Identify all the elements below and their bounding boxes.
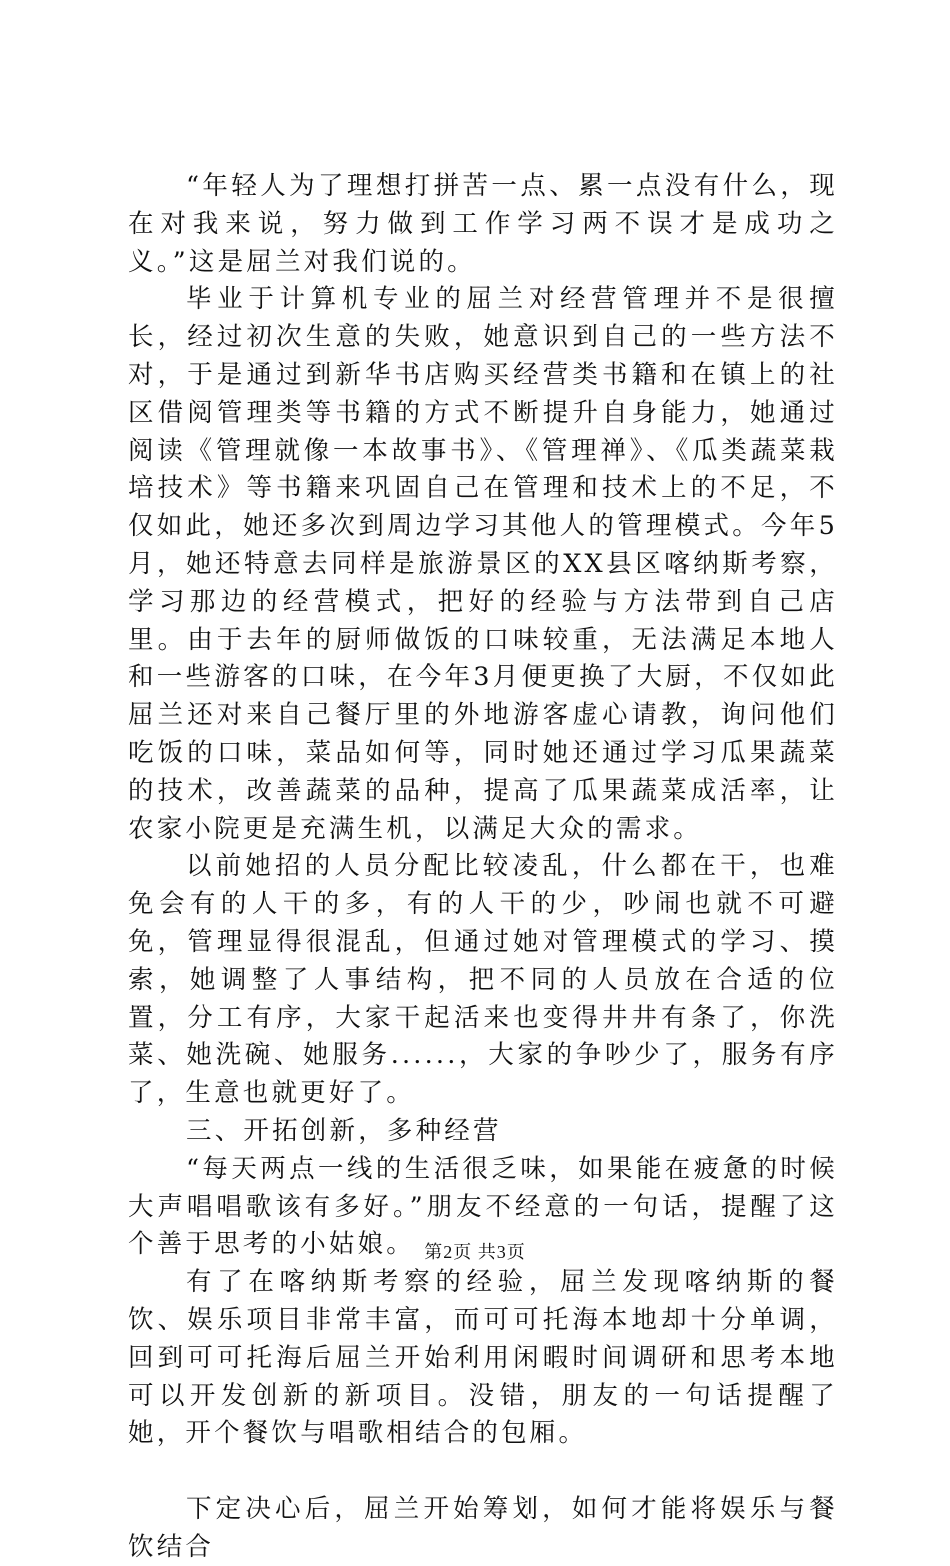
paragraph-5: 有了在喀纳斯考察的经验，屈兰发现喀纳斯的餐饮、娱乐项目非常丰富，而可可托海本地却十分单调，回到可可托海后屈兰开始利用闲暇时间调研和思考本地可以开发创新的新项目。没错，朋友的一句话提醒了她，开个餐饮与唱歌相结合的包厢。	[128, 1267, 838, 1449]
paragraph-3: 以前她招的人员分配比较凌乱，什么都在干，也难免会有的人干的多，有的人干的少，吵闹也就不可避免，管理显得很混乱，但通过她对管理模式的学习、摸索，她调整了人事结构，把不同的人员放在合适的位置，分工有序，大家干起活来也变得井井有条了，你洗菜、她洗碗、她服务......，大家的争吵少了，服务有序了，生意也就更好了。	[128, 851, 838, 1109]
document-body	[128, 168, 838, 1566]
paragraph-1: “年轻人为了理想打拼苦一点、累一点没有什么，现在对我来说，努力做到工作学习两不误才是成功之义。”这是屈兰对我们说的。	[128, 171, 838, 277]
paragraph-6: 下定决心后，屈兰开始筹划，如何才能将娱乐与餐饮结合	[128, 1493, 838, 1562]
section-heading: 三、开拓创新，多种经营	[186, 1115, 502, 1146]
page-number: 第2页 共3页	[424, 1242, 526, 1262]
paragraph-2: 毕业于计算机专业的屈兰对经营管理并不是很擅长，经过初次生意的失败，她意识到自己的一些方法不对，于是通过到新华书店购买经营类书籍和在镇上的社区借阅管理类等书籍的方式不断提升自身能力，她通过阅读《管理就像一本故事书》、《管理禅》、《瓜类蔬菜栽培技术》等书籍来巩固自己在管理和技术上的不足，不仅如此，她还多次到周边学习其他人的管理模式。今年5月，她还特意去同样是旅游景区的XX县区喀纳斯考察，学习那边的经营模式，把好的经验与方法带到自己店里。由于去年的厨师做饭的口味较重，无法满足本地人和一些游客的口味，在今年3月便更换了大厨，不仅如此屈兰还对来自己餐厅里的外地游客虚心请教，询问他们吃饭的口味，菜品如何等，同时她还通过学习瓜果蔬菜的技术，改善蔬菜的品种，提高了瓜果蔬菜成活率，让农家小院更是充满生机，以满足大众的需求。	[128, 284, 838, 844]
paragraph-4: “每天两点一线的生活很乏味，如果能在疲惫的时候大声唱唱歌该有多好。”朋友不经意的一句话，提醒了这个善于思考的小姑娘。	[128, 1153, 838, 1260]
